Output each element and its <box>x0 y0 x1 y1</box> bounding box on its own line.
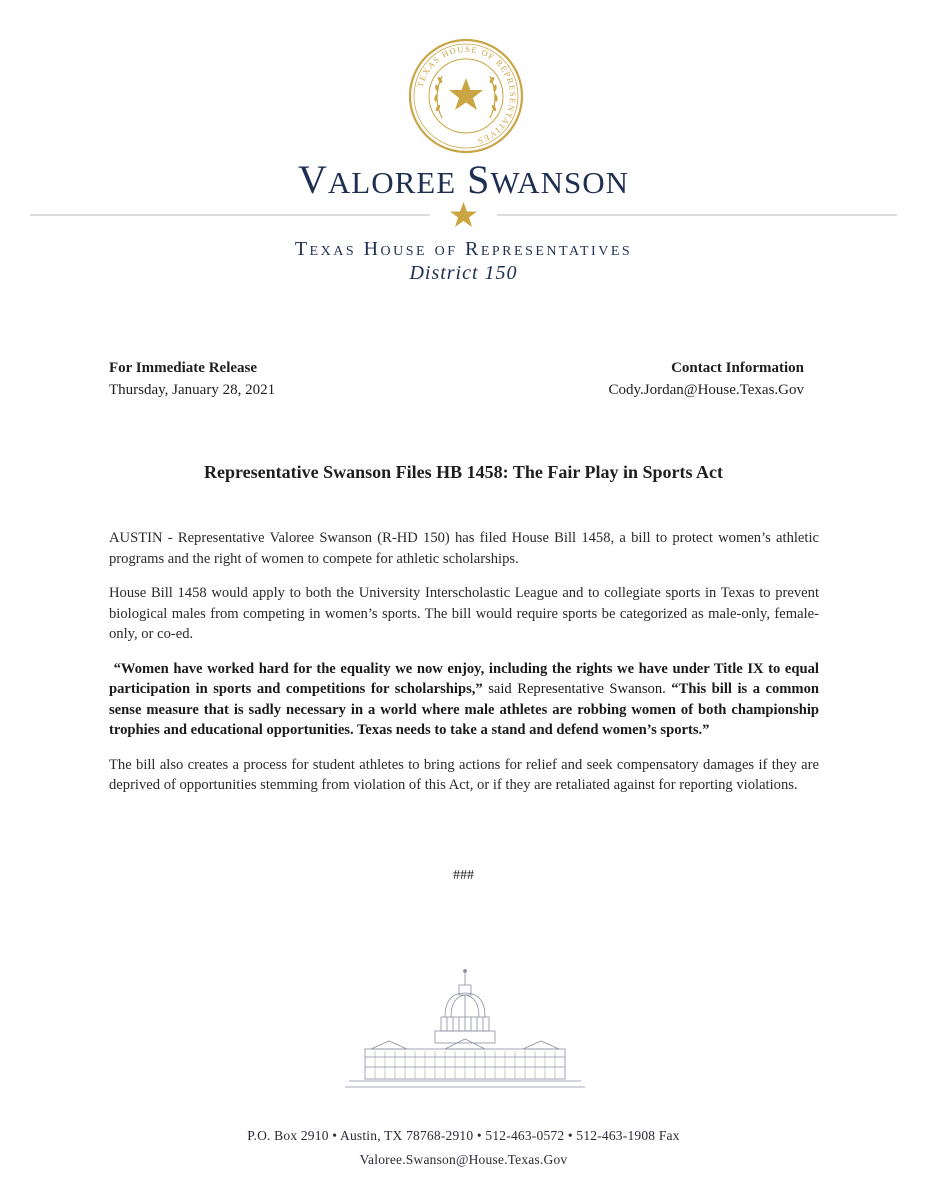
seal-text: TEXAS HOUSE OF REPRESENTATIVES <box>414 43 519 147</box>
contact-block <box>608 357 804 401</box>
capitol-building-icon <box>345 965 585 1095</box>
star-seal-icon <box>408 38 524 154</box>
press-body <box>109 528 819 810</box>
contact-label: Contact Information <box>671 360 804 376</box>
name-last-initial: S <box>467 157 491 202</box>
release-block <box>109 357 275 401</box>
end-mark: ### <box>453 868 474 883</box>
star-icon <box>450 202 477 227</box>
star-divider <box>30 200 897 230</box>
paragraph-4: The bill also creates a process for student athletes to bring actions for relief and seek compensatory damages if they are deprived of opportunities stemming from violation of this Act, or if they are retaliated against for reporting violations. <box>109 756 819 793</box>
headline: Representative Swanson Files HB 1458: The Fair Play in Sports Act <box>203 462 723 482</box>
district-label: District 150 <box>409 262 518 284</box>
footer-email[interactable]: Valoree.Swanson@House.Texas.Gov <box>359 1152 568 1167</box>
paragraph-2: House Bill 1458 would apply to both the University Interscholastic League and to collegiate sports in Texas to prevent biological males from competing in women’s sports. The bill would require sports be categorized as male-only, female-only, or co-ed. <box>109 585 819 642</box>
release-date: Thursday, January 28, 2021 <box>109 382 276 398</box>
name-first-rest: ALOREE <box>327 165 457 200</box>
contact-email[interactable]: Cody.Jordan@House.Texas.Gov <box>608 382 804 398</box>
quote-attribution: said Representative Swanson. <box>482 681 672 697</box>
name-first-initial: V <box>297 157 328 202</box>
name-last-rest: WANSON <box>490 165 630 200</box>
footer-address: P.O. Box 2910 • Austin, TX 78768-2910 • 512-463-0572 • 512-463-1908 Fax <box>247 1128 680 1143</box>
quote-paragraph <box>109 659 819 741</box>
quote-part-1: “Women have worked hard for the equality we now enjoy, including the rights we have under Title IX to equal participation in sports and competitions for scholarships,” <box>109 660 819 697</box>
chamber-title: Texas House of Representatives <box>294 238 633 260</box>
release-label: For Immediate Release <box>109 360 258 376</box>
quote-part-2: “This bill is a common sense measure that is sadly necessary in a world where male athletes are robbing women of both championship trophies and educational opportunities. Texas needs to take a stand and defend women’s sports.” <box>109 681 819 738</box>
paragraph-1: AUSTIN - Representative Valoree Swanson (R-HD 150) has filed House Bill 1458, a bill to protect women’s athletic programs and the right of women to compete for athletic scholarships. <box>109 530 819 567</box>
